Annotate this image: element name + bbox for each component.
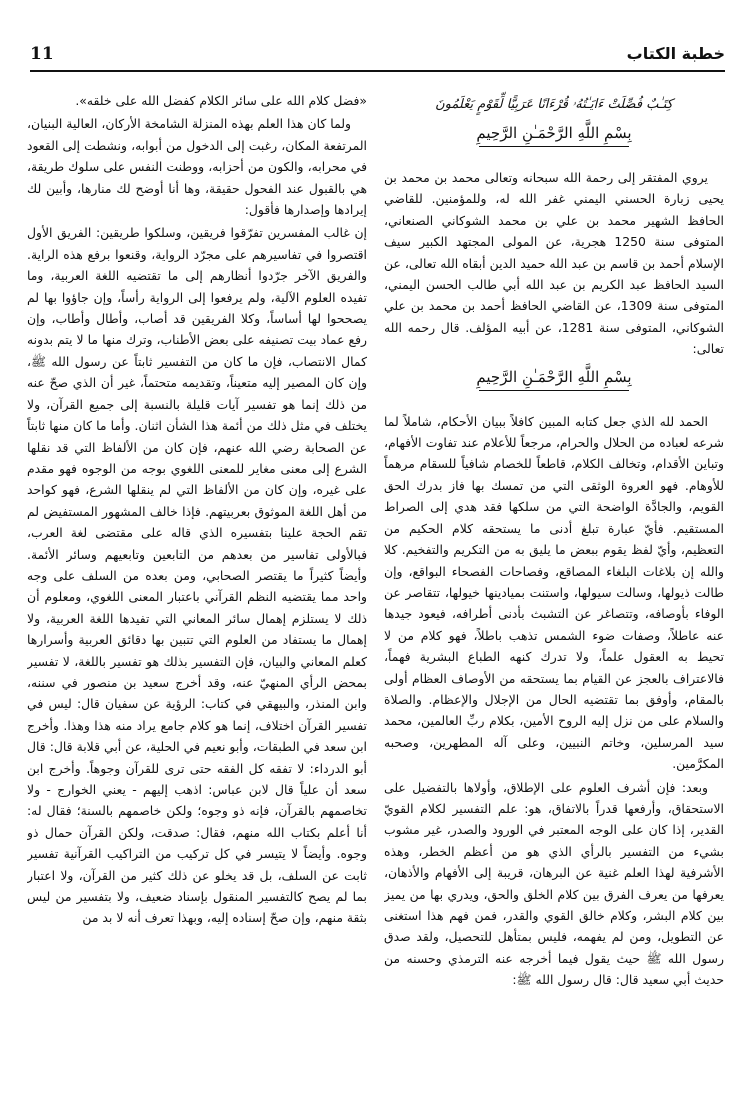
isnad-paragraph: يروي المفتقر إلى رحمة الله سبحانه وتعالى محمد بن محمد بن يحيى زبارة الحسني اليمني غفر الله له، وللمؤمنين. للقاضي الحافظ الشهير محمد بن علي بن محمد الشوكاني الصنعاني، المتوفى سنة 1250 هجرية، عن المولى المجتهد الكبير سيف الإسلام أحمد بن قاسم بن عبد الله حميد الدين أبقاه الله تعالى، عن السيد الحافظ عبد الكريم بن عبد الله أبي طالب الحسن اليمني، المتوفى سنة 1309، عن القاضي الحافظ أحمد بن محمد بن علي الشوكاني، المتوفى سنة 1281، عن أبيه المؤلف. قال رحمه الله تعالى: <box>384 170 724 357</box>
page-number: 11 <box>30 44 54 64</box>
hamd-paragraph: الحمد لله الذي جعل كتابه المبين كافلاً ببيان الأحكام، شاملاً لما شرعه لعباده من الحلال والحرام، مرجعاً للأعلام عند تفاوت الأفهام، وتباين الأقدام، وتخالف الكلام، قاطعاً للخصام شافياً للسقام مرهماً للأوهام. فهو العروة الوثقى التي من تمسك بها فاز بدرك الحق القويم، والجادَّة الواضحة التي من سلكها فقد هدي إلى الصراط المستقيم. فأيّ عبارة تبلغ أدنى ما يستحقه كلام الحكيم من التعظيم، وأيّ لفظ يقوم ببعض ما يليق به من التكريم والتفخيم. كلا والله إن بلاغات البلغاء المصاقع، وفصاحات الفصحاء البواقع، وإن طالت ذيولها، وسالت سيولها، واستنت بميادينها خيولها، تتقاصر عن الوفاء بأوصافه، وتتصاغر عن التشبث بأدنى أطرافه، فيعود جيدها عنه عاطلاً، وصفات ضوء الشمس تذهب باطلاً، فهو كلام من لا تحيط به العقول علماً، ولا تدرك كنهه الطباع البشرية فهماً، فالاعتراف بالعجز عن القيام بما يستحقه من الأوصاف العظام أولى بالمقام، وأوفق بما تقتضيه الحال من الإجلال والإعظام. والصلاة والسلام على من نزل إليه الروح الأمين، بكلام ربِّ العالمين، محمد سيد المرسلين، وخاتم النبيين، وعلى آله المطهرين، وصحبه المكرَّمين. <box>384 413 724 772</box>
quran-verse: كِتَـٰبٌ فُصِّلَتْ ءَايَـٰتُهُۥ قُرْءَانًا عَرَبِيًّا لِّقَوْمٍ يَعْلَمُونَ <box>435 97 673 112</box>
basmala: بِسْمِ اللَّهِ الرَّحْمَـٰنِ الرَّحِيمِ <box>476 367 632 386</box>
hadith-quote: «فضل كلام الله على سائر الكلام كفضل الله على خلقه». <box>75 93 367 108</box>
page-header <box>30 42 725 72</box>
right-column <box>384 90 724 1100</box>
basmala-ornament <box>479 146 629 147</box>
body-paragraph: إن غالب المفسرين تفرّقوا فريقين، وسلكوا طريقين: الفريق الأول اقتصروا في تفاسيرهم على مجرّد الرواية، وقنعوا برفع هذه الراية. والفريق الآخر جرّدوا أنظارهم إلى ما تقتضيه اللغة العربية، وما تفيده العلوم الآلية، ولم يرفعوا إلى الرواية رأساً، وإن جاؤوا بها لم يصححوا لها أساساً، وكلا الفريقين قد أصاب، وأطال وأطاب، وإن رفع عماد بيت تصنيفه على بعض الأطناب، وترك منها ما لا يتم بدونه كمال الانتصاب، فإن ما كان من التفسير ثابتاً عن رسول الله ﷺ، وإن كان المصير إليه متعيناً، وتقديمه متحتماً، غير أن الذي صحّ عنه من ذلك إنما هو تفسير آيات قليلة بالنسبة إلى جميع القرآن، ولا يختلف في مثل ذلك من أئمة هذا الشأن اثنان. وأما ما كان منها ثابتاً عن الصحابة رضي الله عنهم، فإن كان من الألفاظ التي قد نقلها الشرع إلى معنى مغاير للمعنى اللغوي بوجه من الوجوه فهو مقدم على غيره، وإن كان من الألفاظ التي لم ينقلها الشرع، فهو كواحد من أهل اللغة الموثوق بعربيتهم. فإذا خالف المشهور المستفيض لم تقم الحجة علينا بتفسيره الذي قاله على مقتضى لغة العرب، فبالأولى تفاسير من بعدهم من التابعين وتابعيهم وسائر الأئمة. وأيضاً كثيراً ما يقتصر الصحابي، ومن بعده من السلف على وجه واحد مما يقتضيه النظم القرآني باعتبار المعنى اللغوي، ومعلوم أن ذلك لا يستلزم إهمال سائر المعاني التي تفيدها اللغة العربية، ولا إهمال ما يستفاد من العلوم التي تتبين بها دقائق العربية وأسرارها كعلم المعاني والبيان، فإن التفسير بذلك هو تفسير باللغة، لا تفسير بمحض الرأي المنهيّ عنه، وقد أخرج سعيد بن منصور في سننه، وابن المنذر، والبيهقي في كتاب: الرؤية عن سفيان قال: ليس في تفسير القرآن اختلاف، إنما هو كلام جامع يراد منه هذا وهذا. وأخرج ابن سعد في الطبقات، وأبو نعيم في الحلية، عن أبي قلابة قال: قال أبو الدرداء: لا تفقه كل الفقه حتى ترى للقرآن وجوهاً. وأخرج ابن سعد أن علياً قال لابن عباس: اذهب إليهم - يعني الخوارج - ولا تخاصمهم بالقرآن، فإنه ذو وجوه؛ ولكن خاصمهم بالسنة؛ فقال له: أنا أعلم بكتاب الله منهم، فقال: صدقت، ولكن القرآن حمال ذو وجوه. وأيضاً لا يتيسر في كل تركيب من التراكيب القرآنية تفسير ثابت عن السلف، بل قد يخلو عن ذلك كثير من القرآن، ولا اعتبار بما لم يصح كالتفسير المنقول بإسناد ضعيف، ولا بتفسير من ليس بثقة منهم، وإن صحّ إسناده إليه، وبهذا تعرف أنه لا بد من <box>27 225 367 926</box>
basmala: بِسْمِ اللَّهِ الرَّحْمَـٰنِ الرَّحِيمِ <box>476 124 632 142</box>
left-column <box>27 90 367 1100</box>
body-paragraph: ولما كان هذا العلم بهذه المنزلة الشامخة الأركان، العالية البنيان، المرتفعة المكان، رغبت إلى الدخول من أبوابه، ونشطت إلى القعود في محرابه، والكون من أحزابه، ووطنت النفس على سلوك طريقة، هي بالقبول عند الفحول حقيقة، وها أنا أوضح لك منارها، وأبين لك إيرادها وإصدارها فأقول: <box>27 116 367 218</box>
basmala-ornament <box>479 390 629 391</box>
running-title: خطبة الكتاب <box>626 44 725 63</box>
wabaad-paragraph: وبعد: فإن أشرف العلوم على الإطلاق، وأولاها بالتفضيل على الاستحقاق، وأرفعها قدراً بالاتفاق، هو: علم التفسير لكلام القويّ القدير، إذا كان على الوجه المعتبر في الورود والصدر، غير مشوب بشيء من التفسير بالرأي الذي هو من أعظم الخطر، وهذه الأشرفية لهذا العلم غنية عن البرهان، قريبة إلى الأفهام والأذهان، يعرفها من يعرف الفرق بين كلام الخلق والحق، ويدري بها من يميز بين كلام البشر، وكلام خالق القوي والقدر، فمن فهم هذا استغنى عن التطويل، ومن لم يفهمه، فليس بمتأهل للتحصيل، ولقد صدق رسول الله ﷺ حيث يقول فيما أخرجه عنه الترمذي وحسنه من حديث أبي سعيد قال: قال رسول الله ﷺ: <box>384 779 724 988</box>
